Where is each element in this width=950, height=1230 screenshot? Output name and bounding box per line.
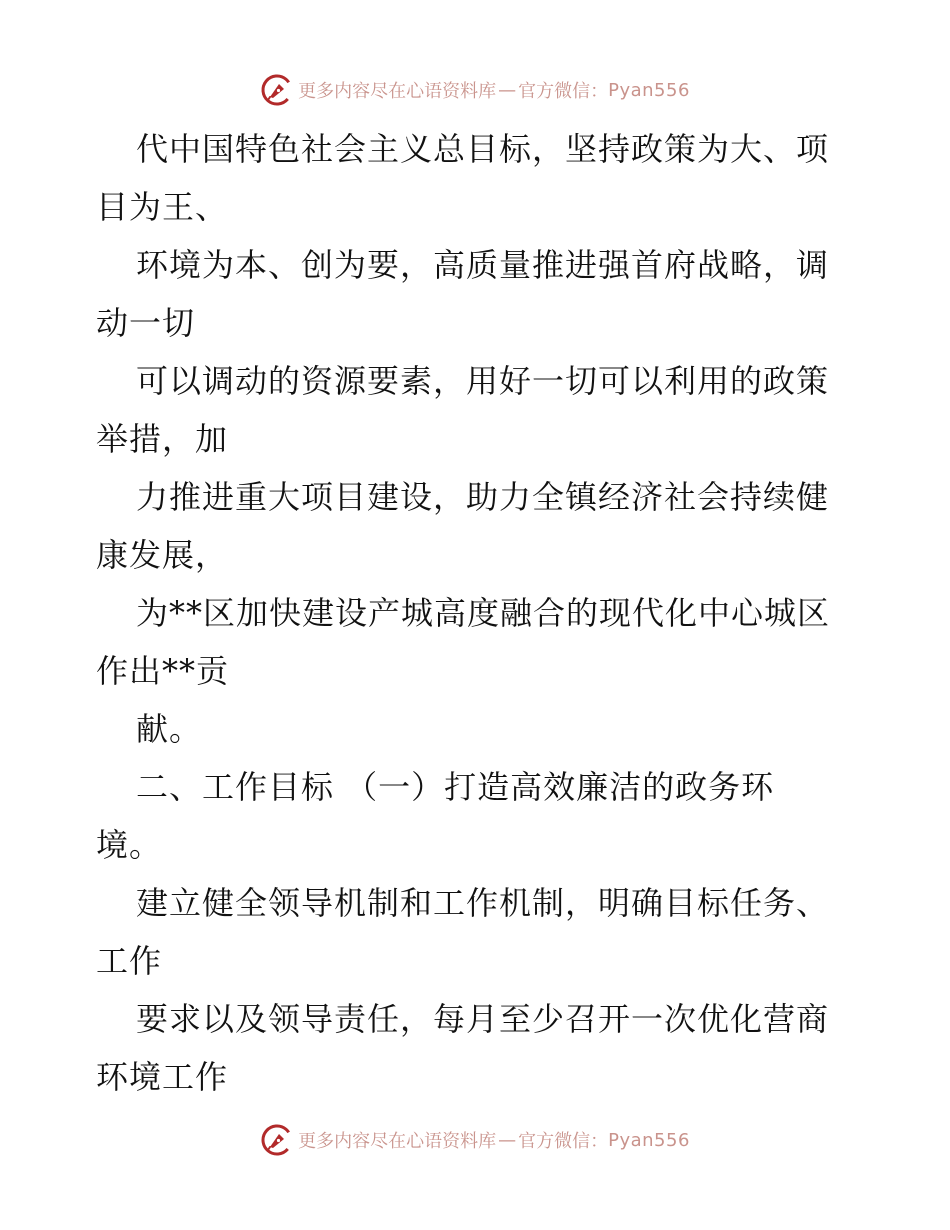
document-body <box>96 120 856 1106</box>
watermark-label: 官方微信： <box>518 1131 609 1152</box>
watermark-label: 官方微信： <box>518 81 609 102</box>
watermark-handle: Pyan556 <box>608 1129 690 1151</box>
text-line: 建立健全领导机制和工作机制，明确目标任务、 <box>136 884 830 922</box>
text-line: 可以调动的资源要素，用好一切可以利用的政策 <box>136 362 830 400</box>
section-heading-line: 二、工作目标 （一）打造高效廉洁的政务环 <box>136 768 775 806</box>
text-line: 为**区加快建设产城高度融合的现代化中心城区 <box>136 594 831 632</box>
footer-watermark-banner <box>0 1120 950 1160</box>
text-line: 目为王、 <box>96 188 229 226</box>
pen-nib-logo-icon <box>260 73 294 107</box>
text-line: 环境工作 <box>96 1058 229 1096</box>
text-line: 环境为本、创为要，高质量推进强首府战略，调 <box>136 246 830 284</box>
watermark-separator: — <box>498 1129 517 1151</box>
text-line: 力推进重大项目建设，助力全镇经济社会持续健 <box>136 478 830 516</box>
header-watermark-banner <box>0 70 950 110</box>
watermark-site-text: 更多内容尽在心语资料库 <box>298 81 497 102</box>
text-line: 代中国特色社会主义总目标，坚持政策为大、项 <box>136 130 830 168</box>
pen-nib-logo-icon <box>260 1123 294 1157</box>
text-line: 境。 <box>96 826 163 864</box>
text-line: 要求以及领导责任，每月至少召开一次优化营商 <box>136 1000 830 1038</box>
text-line: 作出**贡 <box>96 652 230 690</box>
watermark-separator: — <box>498 79 517 101</box>
text-line: 献。 <box>136 710 203 748</box>
text-line: 动一切 <box>96 304 196 342</box>
text-line: 举措，加 <box>96 420 229 458</box>
text-line: 工作 <box>96 942 163 980</box>
text-line: 康发展， <box>96 536 229 574</box>
watermark-handle: Pyan556 <box>608 79 690 101</box>
watermark-site-text: 更多内容尽在心语资料库 <box>298 1131 497 1152</box>
